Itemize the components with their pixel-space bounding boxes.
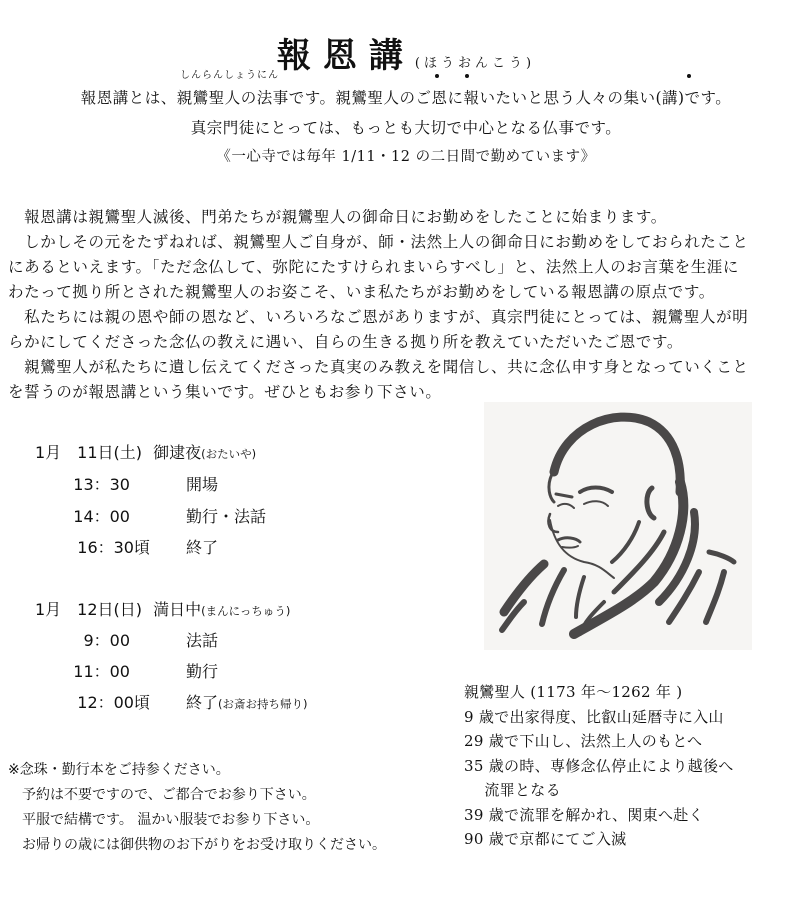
bio-line: 90 歳で京都にてご入滅 xyxy=(464,830,627,848)
note-line: お帰りの歳には御供物のお下がりをお受け取りください。 xyxy=(8,837,386,853)
body-line: 報恩講は親鸞聖人滅後、門弟たちが親鸞聖人の御命日にお勤めをしたことに始まります。 xyxy=(8,208,667,226)
item-event: 法話 xyxy=(186,631,219,650)
body-line: を誓うのが報恩講という集いです。ぜひともお参り下さい。 xyxy=(8,383,442,401)
emphasis-dot xyxy=(435,74,439,78)
shinran-biography xyxy=(464,680,734,852)
intro-line-3: 《一心寺では毎年 1/11・12 の二日間で勤めています》 xyxy=(216,149,596,165)
bio-line: 流罪となる xyxy=(464,781,561,799)
note-line: ※念珠・勤行本をご持参ください。 xyxy=(8,762,230,778)
notes xyxy=(8,758,386,858)
item-event-with-note xyxy=(186,690,308,713)
body-line: 私たちには親の恩や師の恩など、いろいろなご恩がありますが、真宗門徒にとっては、親鸞聖人が明 xyxy=(8,308,749,326)
item-time: 14：00 xyxy=(73,507,130,526)
emphasis-dot xyxy=(687,74,691,78)
item-time: 16：30頃 xyxy=(77,538,150,557)
note-line: 予約は不要ですので、ご都合でお参り下さい。 xyxy=(8,787,316,803)
bio-heading: 親鸞聖人 (1173 年～1262 年 ) xyxy=(464,683,683,701)
body-line: わたって拠り所とされた親鸞聖人のお姿こそ、いま私たちがお勤めをしている報恩講の原点です。 xyxy=(8,283,715,301)
item-event: 勤行 xyxy=(186,662,219,681)
day-date: 1月 11日(土) xyxy=(35,443,143,462)
item-event: 開場 xyxy=(186,475,219,494)
emphasis-dot xyxy=(465,74,469,78)
intro-line-1: 報恩講とは、親鸞聖人の法事です。親鸞聖人のご恩に報いたいと思う人々の集い(講)です。 xyxy=(80,89,732,107)
body-line: らかにしてくださった念仏の教えに遇い、自らの生きる拠り所を教えていただいたご恩です。 xyxy=(8,333,683,351)
schedule-day-2-header xyxy=(35,597,290,620)
body-line: 親鸞聖人が私たちに遺し伝えてくださった真実のみ教えを聞信し、共に念仏申す身となっていくこと xyxy=(8,358,749,376)
item-time: 11：00 xyxy=(73,662,130,681)
bio-line: 39 歳で流罪を解かれ、関東へ赴く xyxy=(464,805,704,824)
item-event: 勤行・法話 xyxy=(186,507,267,526)
title-main: 報恩講 xyxy=(276,36,415,76)
item-time: 12：00頃 xyxy=(77,693,150,712)
item-note: (お斎お持ち帰り) xyxy=(218,697,308,711)
item-time: 13：30 xyxy=(73,475,130,494)
schedule-day-1-header xyxy=(35,440,256,463)
day-name: 満日中 xyxy=(153,600,202,619)
day-reading: (まんにっちゅう) xyxy=(201,604,291,618)
item-time: 9：00 xyxy=(83,631,130,650)
intro-line-2: 真宗門徒にとっては、もっとも大切で中心となる仏事です。 xyxy=(190,119,622,137)
note-line: 平服で結構です。 温かい服装でお参り下さい。 xyxy=(8,812,320,828)
portrait-drawing xyxy=(484,402,752,650)
body-line: しかしその元をたずねれば、親鸞聖人ご自身が、師・法然上人の御命日にお勤めをしておられたこと xyxy=(8,233,749,251)
furigana-shinran-shonin: しんらんしょうにん xyxy=(180,70,279,81)
body-line: にあるといえます。「ただ念仏して、弥陀にたすけられまいらすべし」と、法然上人のお言葉を生涯に xyxy=(8,258,739,276)
item-event: 終了 xyxy=(186,693,219,712)
item-event: 終了 xyxy=(186,538,219,557)
bio-line: 35 歳の時、専修念仏停止により越後へ xyxy=(464,756,734,775)
day-date: 1月 12日(日) xyxy=(35,600,143,619)
body-paragraph xyxy=(8,205,798,405)
title-reading: (ほうおんこう) xyxy=(414,56,536,71)
day-name: 御逮夜 xyxy=(153,443,202,462)
page-title xyxy=(0,28,812,77)
shinran-portrait-image xyxy=(484,402,752,650)
bio-line: 29 歳で下山し、法然上人のもとへ xyxy=(464,732,703,750)
day-reading: (おたいや) xyxy=(201,447,257,461)
bio-line: 9 歳で出家得度、比叡山延暦寺に入山 xyxy=(464,707,724,726)
